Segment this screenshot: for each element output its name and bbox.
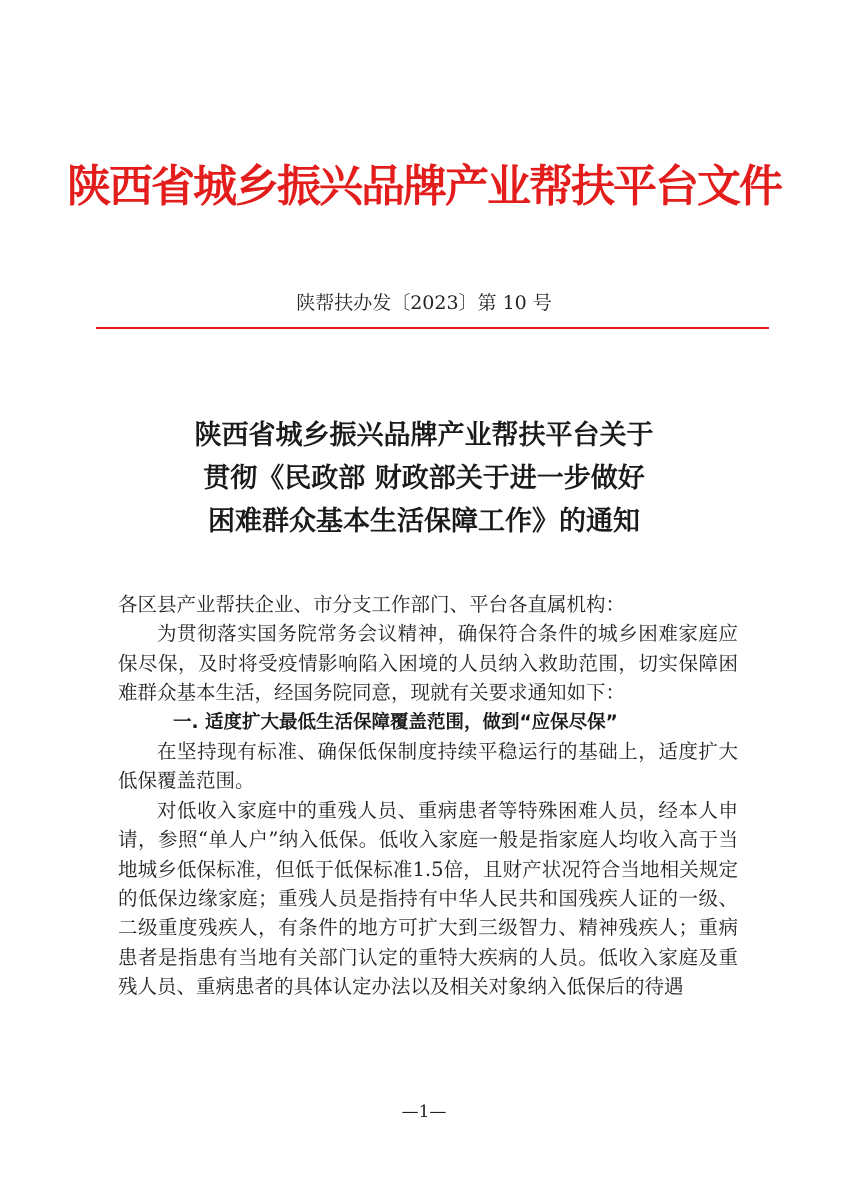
notice-title-line-3: 困难群众基本生活保障工作》的通知 — [208, 506, 640, 537]
notice-title-line-2: 贯彻《民政部 财政部关于进一步做好 — [203, 463, 645, 494]
addressee-line: 各区县产业帮扶企业、市分支工作部门、平台各直属机构： — [118, 593, 626, 616]
document-body — [118, 590, 738, 1002]
intro-paragraph: 为贯彻落实国务院常务会议精神，确保符合条件的城乡困难家庭应保尽保，及时将受疫情影响陷入困境的人员纳入救助范围，切实保障困难群众基本生活，经国务院同意，现就有关要求通知如下： — [118, 622, 738, 705]
notice-title-line-1: 陕西省城乡振兴品牌产业帮扶平台关于 — [194, 420, 654, 451]
section-1-paragraph-1: 在坚持现有标准、确保低保制度持续平稳运行的基础上，适度扩大低保覆盖范围。 — [118, 740, 738, 793]
issuing-authority-header: 陕西省城乡振兴品牌产业帮扶平台文件 — [67, 161, 781, 212]
notice-title — [0, 414, 848, 543]
section-1-heading: 一. 适度扩大最低生活保障覆盖范围，做到“应保尽保” — [173, 711, 618, 733]
red-divider-line — [96, 327, 769, 329]
page-number: —1— — [401, 1102, 447, 1122]
document-number: 陕帮扶办发〔2023〕第 10 号 — [296, 292, 552, 314]
section-1-paragraph-2: 对低收入家庭中的重残人员、重病患者等特殊困难人员，经本人申请，参照“单人户”纳入低保。低收入家庭一般是指家庭人均收入高于当地城乡低保标准，但低于低保标准1.5倍，且财产状况符合当地相关规定的低保边缘家庭；重残人员是指持有中华人民共和国残疾人证的一级、二级重度残疾人，有条件的地方可扩大到三级智力、精神残疾人；重病患者是指患有当地有关部门认定的重特大疾病的人员。低收入家庭及重残人员、重病患者的具体认定办法以及相关对象纳入低保后的待遇 — [118, 798, 738, 999]
